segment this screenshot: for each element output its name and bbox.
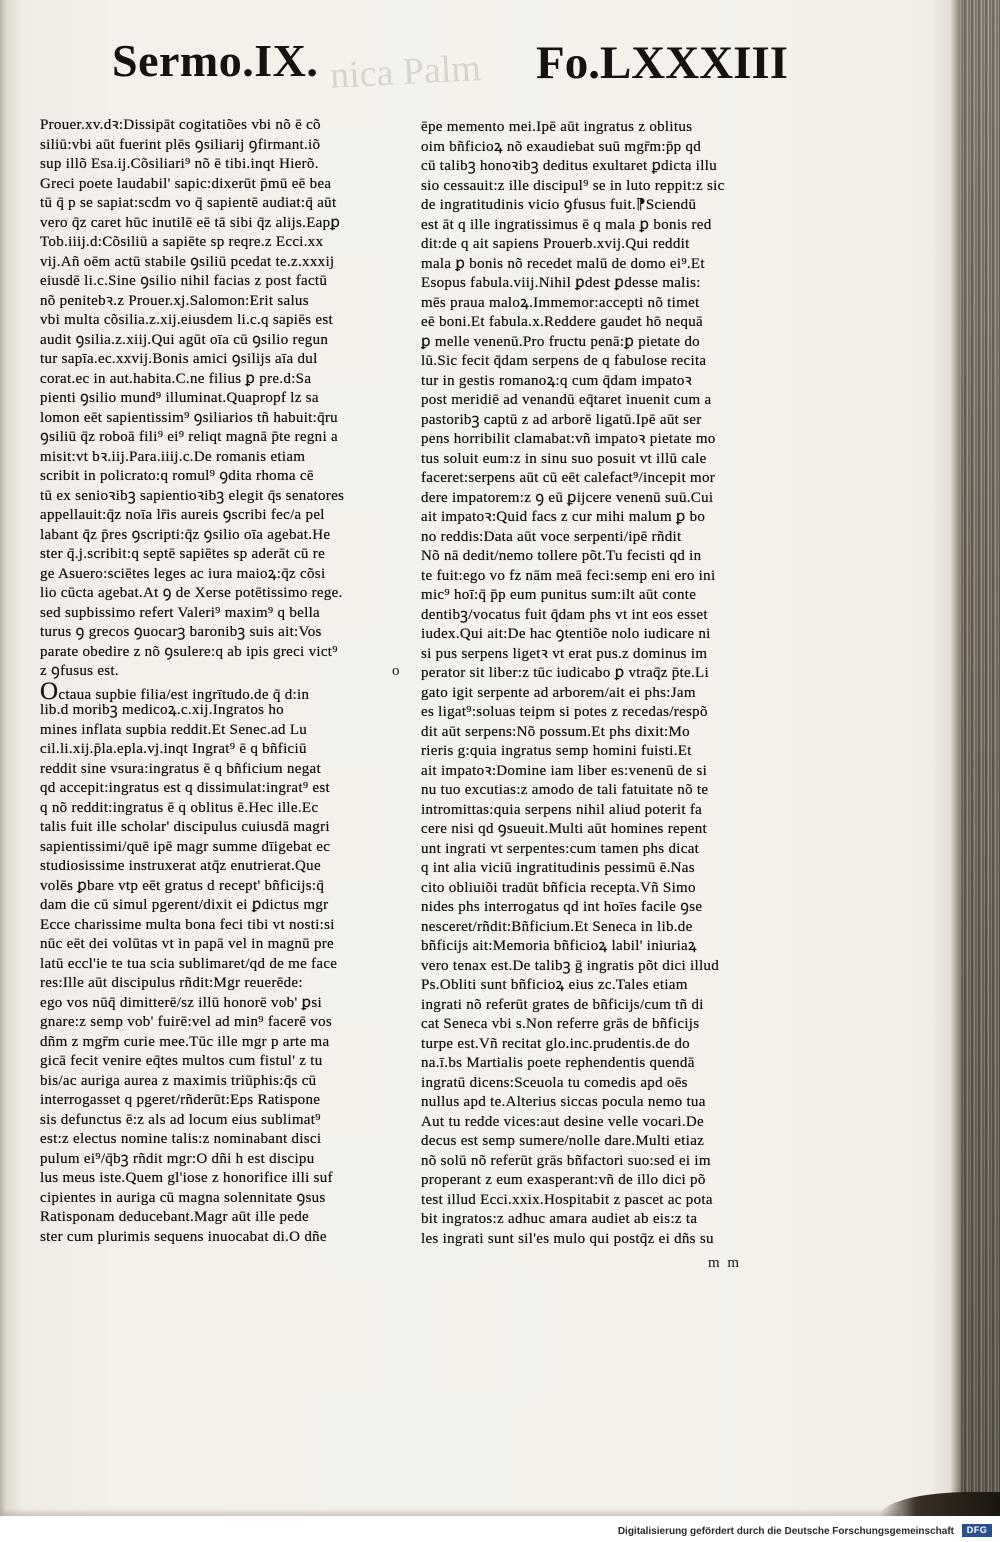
text-line: decus est semp sumere/nolle dare.Multi etiaz [421,1133,705,1149]
text-line: latū eccl'ie te tua scia sublimaret/qd de me face [40,955,338,972]
text-line: nu tuo excutias:z amodo de tali fatuitate nõ te [421,782,709,798]
text-line: cito obliuiõi tradūt bñficia recepta.Vñ Simo [421,879,696,896]
text-line: ingratū dicens:Sceuola tu comedis apd oēs [421,1074,688,1091]
left-column [40,116,414,1247]
text-line: nesceret/rñdit:Bñficium.Et Seneca in lib.de [421,918,693,935]
text-line: dit:de q ait sapiens Prouerb.xvij.Qui reddit [421,236,690,252]
footer-credit: Digitalisierung gefördert durch die Deutsche Forschungsgemeinschaft [617,1526,954,1537]
text-line: sed supbissimo refert Valeri⁹ maxim⁹ q bella [40,604,320,621]
text-line: gicā fecit venire eq̄tes multos cum fistul' z tu [40,1053,323,1069]
text-line: post meridiē ad venandū eq̄taret inuenit cum a [421,392,712,408]
text-line: lomon eēt sapientissim⁹ ꝯsiliarios tñ habuit:q̄ru [40,409,338,426]
text-line: bis/ac auriga aurea z maximis triūphis:q̄s cū [40,1072,317,1089]
text-line: reddit sine vsura:ingratus ē q bñficium negat [40,760,321,777]
text-line: tū q̄ p se sapiat:scdm vo q̄ sapientē audiat:q̄ aūt [40,195,337,211]
text-line: volēs ꝑbare vtp eēt gratus d recept' bñficijs:q̄ [40,877,325,894]
text-line: interrogasset q pgeret/rñderūt:Eps Ratispone [40,1092,321,1108]
folio-number: Fo.LXXXIII [536,37,789,89]
text-line: mines inflata supbia reddit.Et Senec.ad Lu [40,721,308,738]
text-line: labant q̄z p̄res ꝯscripti:q̄z ꝯsilio oīa agebat.He [40,526,331,543]
text-line: est:z electus nomine talis:z nominabant disci [40,1131,322,1147]
text-line: Ecce charissime multa bona feci tibi vt nosti:si [40,916,335,933]
text-line: scribit in policrato:q romul⁹ ꝯdita rhoma cē [40,468,314,484]
text-line: siliū:vbi aūt fuerint plēs ꝯsiliarij ꝯfirmant.iõ [40,136,321,153]
running-head: Sermo.IX. [112,35,319,86]
text-line: tur sapīa.ec.xxvij.Bonis amici ꝯsilijs aīa dul [40,351,318,367]
text-line: cat Seneca vbi s.Non referre grās de bñficijs [421,1016,700,1032]
text-line: Esopus fabula.viij.Nihil ꝑdest ꝑdesse malis: [421,275,701,291]
text-line: vero tenax est.De talibꝫ ḡ ingratis põt dici illud [421,957,720,974]
text-line: dñm z mgr̄m curie mee.Tūc ille mgr p arte ma [40,1033,330,1050]
text-line: vbi multa cõsilia.z.xij.eiusdem li.c.q sapiēs est [40,312,333,328]
text-line: ꝑ melle venenū.Pro fructu penā:ꝑ pietate do [421,333,700,350]
text-line: na.ī.bs Martialis poete rephendentis quendā [421,1055,695,1071]
text-line: eē boni.Et fabula.x.Reddere gaudet hō nequā [421,314,703,330]
text-line: dit aūt serpens:Nõ possum.Et phs dixit:Mo [421,723,690,740]
text-line: lib.d moribꝫ medicoꝝ.c.xij.Ingratos ho [40,702,284,718]
text-line: dam die cū simul pgerent/dixit ei ꝑdictus mgr [40,897,329,913]
text-line: z ꝯfusus est. [40,663,119,679]
text-line: lio cūcta agebat.At ꝯ de Xerse potētissimo rege. [40,585,343,601]
text-line: iudex.Qui ait:De hac ꝯtentiõe nolo iudicare ni [421,626,711,642]
text-line: de ingratitudinis vicio ꝯfusus fuit.⁋Sciendū [421,197,697,213]
text-line: dentibꝫ/vocatus fuit q̄dam phs vt int eos esset [421,606,708,623]
text-line: Greci poete laudabil' sapic:dixerūt p̄mū eē bea [40,175,332,192]
text-line: Aut tu redde vices:aut desine velle vocari.De [421,1113,704,1130]
text-line: intromittas:quia serpens nihil aliud poterit fa [421,801,703,818]
text-line: pulum ei⁹/q̄bꝫ rñdit mgr:O dñi h est discipu [40,1150,315,1167]
text-line: appellauit:q̄z noīa lr̄is aureis ꝯscribi fec/a pel [40,507,325,523]
guide-letter: o [392,663,400,679]
text-line: pastoribꝫ captū z ad arborē ligatū.Ipē aūt ser [421,411,702,428]
dfg-logo: DFG [962,1524,992,1537]
text-line: pens horribilit clamabat:vñ impatoꝛ pietate mo [421,431,716,447]
text-line: ego vos nūq̄ dimitterē/sz illū honorē vob' ꝑsi [40,994,322,1011]
text-line: mēs praua maloꝝ.Immemor:accepti nõ timet [421,294,700,311]
text-line: faceret:serpens aūt cū eēt calefact⁹/incepit mor [421,470,716,486]
text-line: nūc eēt dei volūtas vt in papā vel in magnū pre [40,936,335,952]
text-line: eiusdē li.c.Sine ꝯsilio nihil facias z post factū [40,273,328,289]
text-line: dere impatorem:z ꝯ eū ꝑijcere venenū suū.Cui [421,489,714,506]
book-fore-edge [960,0,1000,1506]
text-line: sis defunctus ē:z als ad locum eius sublimat⁹ [40,1111,321,1128]
text-line: lū.Sic fecit q̄dam serpens de q fabulose recita [421,353,707,369]
text-line: qd accepit:ingratus est q dissimulat:ingrat⁹ est [40,780,330,796]
text-line: Ratisponam deducebant.Magr aūt ille pede [40,1209,309,1225]
text-line: te fuit:ego vo fz nām meā feci:semp eni ero ini [421,567,716,584]
text-line: unt ingrati vt serpentes:cum tamen phs dicat [421,840,700,857]
text-line: les ingrati sunt sil'es mulo qui postq̄z ei dñs su [421,1230,714,1247]
text-line: Ps.Obliti sunt bñficioꝝ eius zc.Tales etiam [421,977,688,993]
text-line: es ligat⁹:soluas teipm si potes z recedas/respõ [421,704,708,720]
text-line: Prouer.xv.dꝛ:Dissipāt cogitatiões vbi nõ ē cõ [40,117,321,133]
text-line: turpe est.Vñ recitat glo.inc.prudentis.de do [421,1035,690,1052]
text-line: nullus apd te.Alterius siccas pocula nemo tua [421,1094,706,1110]
text-line: no reddis:Data aūt voce serpenti/ipē rñdit [421,528,682,545]
text-line: nõ penitebꝛ.z Prouer.xj.Salomon:Erit salus [40,292,309,309]
text-line: res:Ille aūt discipulus rñdit:Mgr reuerēde: [40,975,303,991]
text-line: tus soluit eum:z in sinu suo posuit vt illū cale [421,450,707,467]
text-line: est āt q ille ingratissimus ē q mala ꝑ bonis red [421,216,712,233]
text-line: tū ex senioꝛibꝫ sapientioꝛibꝫ elegit q̄s senatores [40,487,345,504]
text-line: tur in gestis romanoꝝ:q cum q̄dam impatoꝛ [421,372,693,389]
text-line: cere nisi qd ꝯsueuit.Multi aūt homines repent [421,821,707,837]
text-line: sio cessauit:z ille discipul⁹ se in luto reppit:z sic [421,177,725,194]
right-column [421,118,793,1249]
text-line: mala ꝑ bonis nõ recedet malū de domo ei⁹.Et [421,255,705,272]
text-line: nõ solū nõ referūt grās bñfactori suo:sed ei im [421,1152,711,1169]
show-through-text: nica Palm [329,47,482,97]
text-line: corat.ec in aut.habita.C.ne filius ꝑ pre.d:Sa [40,370,312,387]
text-line: lus meus iste.Quem gl'iose z honorifice illi suf [40,1170,333,1186]
text-line: Tob.iiij.d:Cõsiliū a sapiēte sp reqre.z Ecci.xx [40,234,324,250]
text-line: mic⁹ hoī:q̄ p̄p eum punitus sum:ilt aūt conte [421,587,697,603]
text-line: ge Asuero:sciētes leges ac iura maioꝝ:q̄z cõsi [40,565,326,582]
text-line: test illud Ecci.xxix.Hospitabit z pascet ac pota [421,1191,713,1208]
text-line: sup illõ Esa.ij.Cõsiliari⁹ nõ ē tibi.inqt Hierõ. [40,156,319,172]
text-line: audit ꝯsilia.z.xiij.Qui agūt oīa cū ꝯsilio regun [40,331,329,348]
text-line: q nõ reddit:ingratus ē q oblitus ē.Hec ille.Ec [40,799,319,816]
text-line: q int alia viciū ingratitudinis pessimū ē.Nas [421,860,695,876]
text-line: gnare:z semp vob' fuirē:vel ad min⁹ facerē vos [40,1014,333,1030]
text-line: bit ingratos:z adhuc amara audiet ab eis:z ta [421,1211,698,1227]
text-line: sapientissimi/quē ipē magr summe dīigebat ec [40,838,331,855]
text-line: Octaua supbie filia/est ingrītudo.de q̄ d:in [40,677,310,705]
text-line: cū talibꝫ honoꝛibꝫ deditus exultaret ꝑdicta illu [421,158,718,174]
text-line: ꝯsiliū q̄z roboā fili⁹ ei⁹ reliqt magnā p̄te regni a [40,429,338,445]
text-line: vero q̄z caret hūc inutilē eē tā sibi q̄z alijs.Eapꝑ [40,214,341,231]
text-line: misit:vt bꝛ.iij.Para.iiij.c.De romanis etiam [40,448,306,465]
text-line: parate obedire z nõ ꝯsulere:q ab ipis greci vict⁹ [40,643,338,660]
text-line: ēpe memento mei.Ipē aūt ingratus z oblitus [421,119,693,135]
page-bottom-rim [0,1508,900,1516]
text-line: turus ꝯ grecos ꝯuocarꝫ baronibꝫ suis ait:Vos [40,624,322,640]
text-line: studiosissime instruxerat atq̄z enutrierat.Que [40,858,321,874]
text-line: perator sit liber:z tūc iudicabo ꝑ vtraq̄z p̄te.Li [421,665,709,681]
text-line: pienti ꝯsilio mund⁹ illuminat.Quapropf lz sa [40,390,319,406]
text-line: si pus serpens ligetꝛ vt erat pus.z dominus im [421,645,708,662]
text-line: rieris g:quia ingratus semp homini fuisti.Et [421,743,692,759]
text-line: ingrati nõ referūt grates de bñficijs/cum tñ di [421,996,704,1013]
text-line: cipientes in auriga cū magna solennitate ꝯsus [40,1189,326,1206]
text-line: gato igit serpente ad arborem/ait ei phs:Jam [421,684,696,701]
text-line: bñficijs ait:Memoria bñficioꝝ labil' iniuriaꝝ [421,938,697,954]
text-line: ster q̄.j.scribit:q septē sapiētes sp aderāt cū re [40,546,326,562]
text-line: ait impatoꝛ:Quid facs z cur mihi malum ꝑ bo [421,509,706,525]
text-line: properant z eum exasperant:vñ de illo dici põ [421,1172,706,1188]
text-line: talis fuit ille scholar' discipulus cuiusdā magri [40,819,330,835]
text-line: nides phs interrogatus qd int hoīes facile ꝯse [421,899,703,915]
text-line: ster cum plurimis sequens inuocabat di.O dñe [40,1228,327,1245]
text-line: vij.Añ oēm actū stabile ꝯsiliū pcedat te.z.xxxij [40,253,335,270]
text-line: Nõ nā dedit/nemo tollere põt.Tu fecisti qd in [421,548,702,564]
catchword: m m [708,1255,742,1271]
text-line: cil.li.xij.p̄la.epla.vj.inqt Ingrat⁹ ē q bñficiū [40,741,307,757]
text-line: ait impatoꝛ:Domine iam liber es:venenū de si [421,762,708,779]
text-line: oim bñficioꝝ nõ exaudiebat suū mgr̄m:p̄p qd [421,138,702,155]
